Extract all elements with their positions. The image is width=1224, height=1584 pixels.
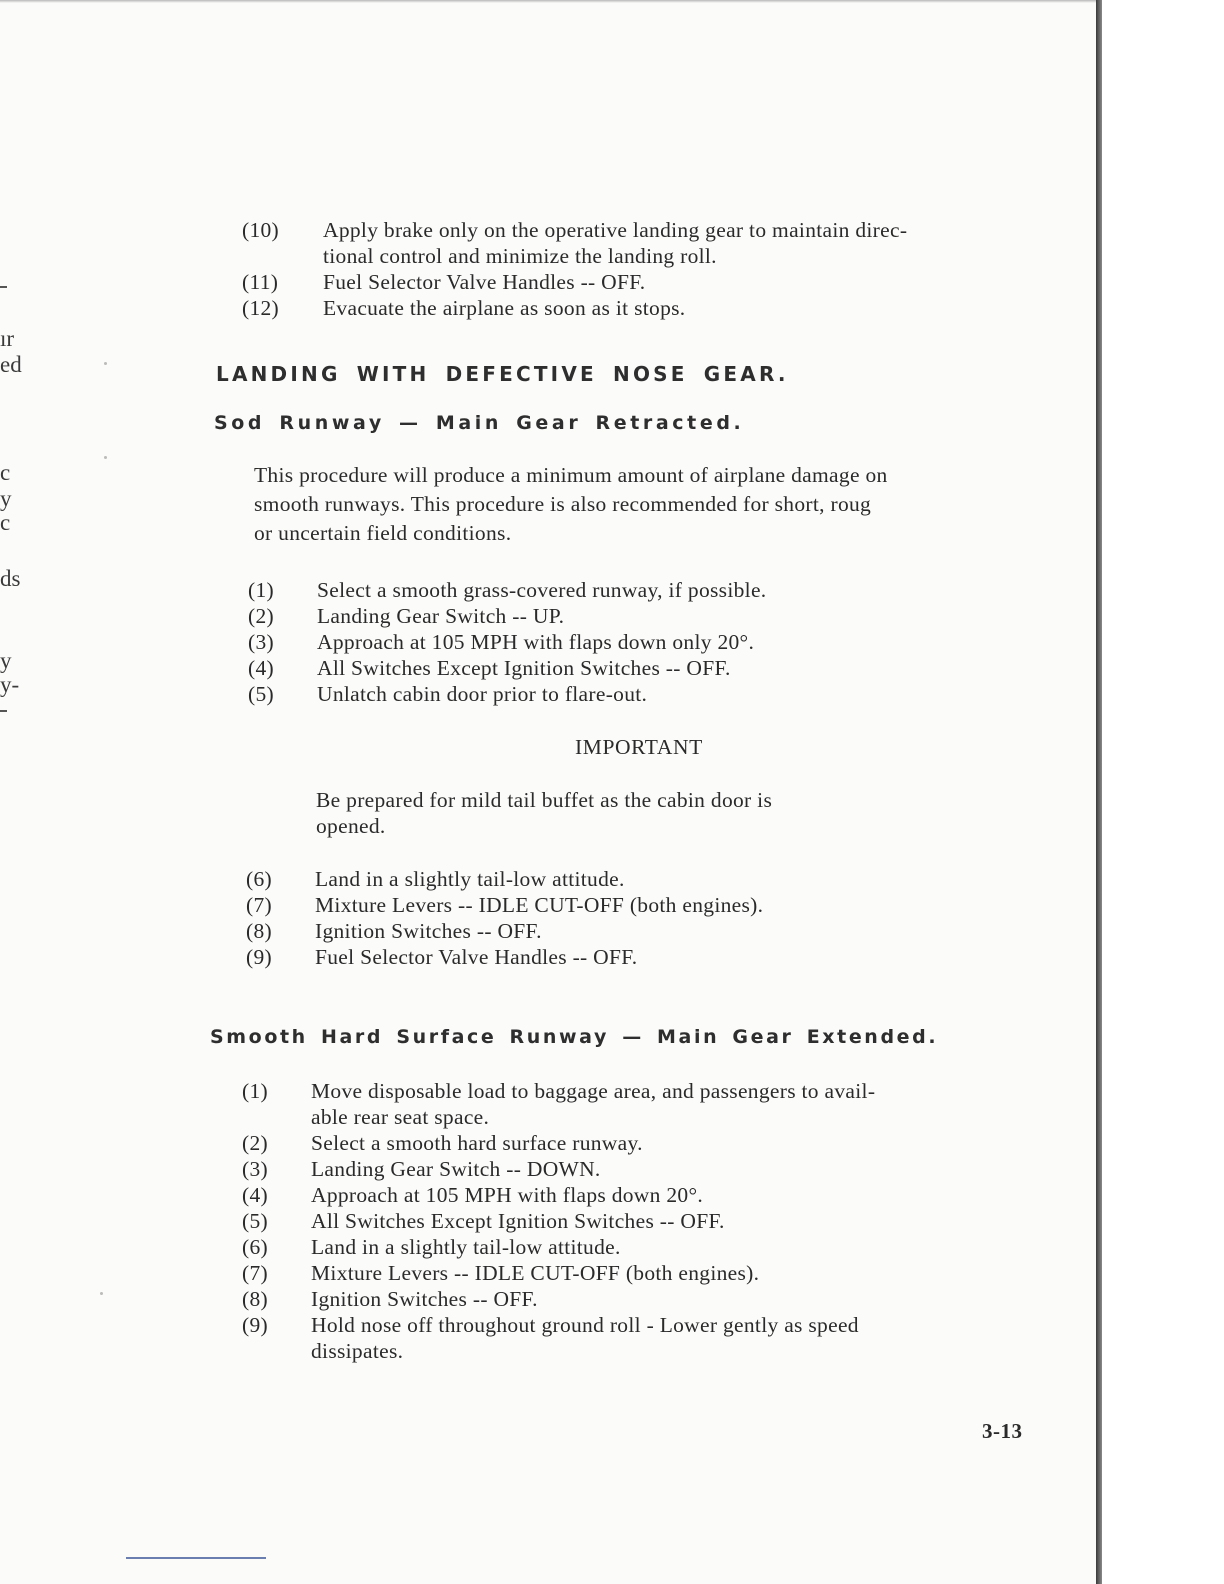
step-text: Unlatch cabin door prior to flare-out. <box>317 682 648 706</box>
list-item <box>242 217 1092 269</box>
bleed-fragment: ed <box>0 352 22 377</box>
step-text: Apply brake only on the operative landing gear to maintain direc- tional control and minimize the landing roll. <box>323 218 908 268</box>
step-number: (8) <box>246 919 272 943</box>
step-number: (5) <box>242 1209 268 1233</box>
step-number: (1) <box>248 578 274 602</box>
sod-step-list <box>248 577 1048 707</box>
bleed-fragment: y- <box>0 672 20 697</box>
list-item <box>248 629 1048 655</box>
important-label: IMPORTANT <box>575 735 703 759</box>
step-number: (7) <box>246 893 272 917</box>
bleed-fragment: ds <box>0 566 21 591</box>
bleed-mark <box>0 286 7 288</box>
intro-step-list <box>242 217 1092 321</box>
hard-step-list <box>242 1078 1072 1364</box>
list-item <box>246 866 1046 892</box>
subsection-heading-sod: Sod Runway — Main Gear Retracted. <box>214 412 745 434</box>
list-item <box>242 1130 1072 1156</box>
list-item <box>242 1260 1072 1286</box>
list-item <box>248 655 1048 681</box>
step-text: Hold nose off throughout ground roll - Lower gently as speed dissipates. <box>311 1313 859 1363</box>
bleed-fragment: y <box>0 648 12 673</box>
step-text: Land in a slightly tail-low attitude. <box>315 867 625 891</box>
step-number: (12) <box>242 296 280 320</box>
step-text: Fuel Selector Valve Handles -- OFF. <box>323 270 646 294</box>
scan-speck <box>104 362 107 365</box>
list-item <box>248 603 1048 629</box>
subsection-heading-hard: Smooth Hard Surface Runway — Main Gear Extended. <box>210 1026 939 1048</box>
page-number: 3-13 <box>982 1419 1023 1443</box>
step-number: (4) <box>242 1183 268 1207</box>
list-item <box>242 1286 1072 1312</box>
step-text: Fuel Selector Valve Handles -- OFF. <box>315 945 638 969</box>
step-text: Landing Gear Switch -- UP. <box>317 604 565 628</box>
step-number: (10) <box>242 218 280 242</box>
step-text: Mixture Levers -- IDLE CUT-OFF (both engines). <box>315 893 764 917</box>
step-text: Land in a slightly tail-low attitude. <box>311 1235 621 1259</box>
bleed-mark <box>0 710 7 712</box>
step-text: All Switches Except Ignition Switches -- OFF. <box>311 1209 725 1233</box>
step-number: (1) <box>242 1079 268 1103</box>
step-text: Select a smooth grass-covered runway, if possible. <box>317 578 767 602</box>
step-number: (11) <box>242 270 279 294</box>
page-top-edge <box>0 0 1100 3</box>
step-number: (7) <box>242 1261 268 1285</box>
step-number: (2) <box>242 1131 268 1155</box>
list-item <box>248 681 1048 707</box>
list-item <box>242 1156 1072 1182</box>
important-note: Be prepared for mild tail buffet as the cabin door is opened. <box>316 788 773 838</box>
page-binding-edge <box>1096 0 1102 1584</box>
sod-step-list-continued <box>246 866 1046 970</box>
step-number: (9) <box>246 945 272 969</box>
step-text: Approach at 105 MPH with flaps down only 20°. <box>317 630 755 654</box>
step-text: Landing Gear Switch -- DOWN. <box>311 1157 601 1181</box>
step-text: Move disposable load to baggage area, and passengers to avail- able rear seat space. <box>311 1079 876 1129</box>
step-text: All Switches Except Ignition Switches -- OFF. <box>317 656 731 680</box>
step-text: Evacuate the airplane as soon as it stops. <box>323 296 686 320</box>
step-text: Select a smooth hard surface runway. <box>311 1131 643 1155</box>
list-item <box>242 1182 1072 1208</box>
list-item <box>246 944 1046 970</box>
bleed-fragment: c <box>0 460 11 485</box>
step-text: Mixture Levers -- IDLE CUT-OFF (both engines). <box>311 1261 760 1285</box>
scan-speck <box>100 1292 103 1295</box>
step-text: Approach at 105 MPH with flaps down 20°. <box>311 1183 704 1207</box>
step-number: (6) <box>246 867 272 891</box>
list-item <box>242 1208 1072 1234</box>
list-item <box>248 577 1048 603</box>
step-number: (5) <box>248 682 274 706</box>
step-text: Ignition Switches -- OFF. <box>315 919 542 943</box>
bleed-fragment: c <box>0 510 11 535</box>
bleed-fragment: ır <box>0 326 15 351</box>
step-text: Ignition Switches -- OFF. <box>311 1287 538 1311</box>
step-number: (9) <box>242 1313 268 1337</box>
section-heading: LANDING WITH DEFECTIVE NOSE GEAR. <box>216 362 789 386</box>
list-item <box>242 1078 1072 1130</box>
step-number: (3) <box>242 1157 268 1181</box>
list-item <box>242 1234 1072 1260</box>
step-number: (2) <box>248 604 274 628</box>
step-number: (6) <box>242 1235 268 1259</box>
step-number: (4) <box>248 656 274 680</box>
list-item <box>246 918 1046 944</box>
footer-rule <box>126 1557 266 1559</box>
step-number: (8) <box>242 1287 268 1311</box>
list-item <box>242 1312 1072 1364</box>
list-item <box>242 269 1092 295</box>
scan-speck <box>104 456 107 459</box>
list-item <box>242 295 1092 321</box>
bleed-fragment: y <box>0 486 12 511</box>
list-item <box>246 892 1046 918</box>
procedure-description: This procedure will produce a minimum amount of airplane damage on smooth runways. This procedure is also recommended for short, roug or uncertain field conditions. <box>254 463 888 545</box>
step-number: (3) <box>248 630 274 654</box>
